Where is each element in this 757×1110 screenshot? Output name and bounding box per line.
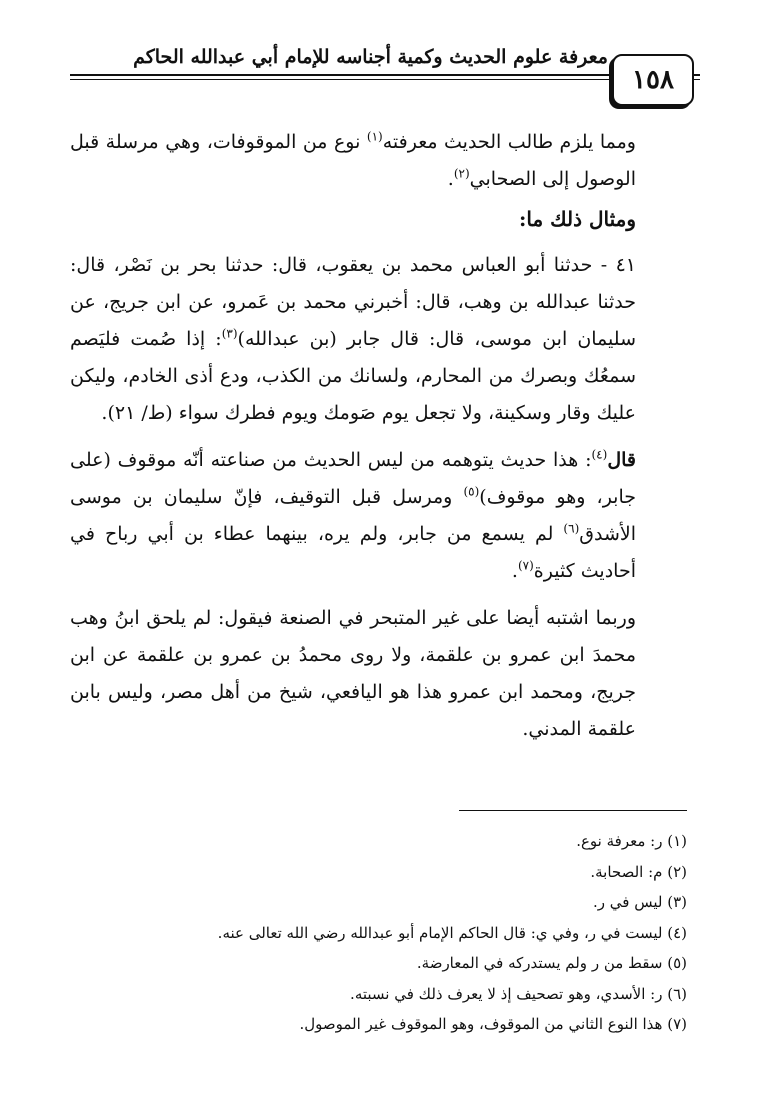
footnote-3: (٣) ليس في ر. (593, 893, 687, 911)
paragraph-hadith-41: ٤١ - حدثنا أبو العباس محمد بن يعقوب، قال: حدثنا بحر بن نَصْر، قال: حدثنا عبدالله بن وهب، قال: أخبرني محمد بن عَمرو، عن ابن جريج، عن سليمان ابن موسى، قال: قال جابر (بن عبدالله)$^{(٣)}$: إذا صُمت فليَصم سمعُك وبصرك من المحارم، ولسانك من الكذب، ودع أذى الخادم، وليكن عليك وقار وسكينة، ولا تجعل يوم صَومك ويوم فطرك سواء (ط/ ٢١). (70, 254, 636, 424)
page-number: ١٥٨ (612, 54, 694, 106)
footnote-ref-2: (٢) (453, 166, 470, 181)
footnote-ref-7: (٧) (517, 558, 534, 573)
footnote-ref-4: (٤) (591, 447, 608, 462)
header-rule-thin (70, 79, 700, 80)
footnote-6: (٦) ر: الأسدي، وهو تصحيف إذ لا يعرف ذلك في نسبته. (350, 984, 687, 1003)
footnote-ref-6: (٦) (563, 521, 580, 536)
running-header (70, 40, 700, 110)
footnote-5: (٥) سقط من ر ولم يستدركه في المعارضة. (416, 954, 687, 972)
header-rule (70, 74, 700, 76)
footnote-4: (٤) ليست في ر، وفي ي: قال الحاكم الإمام أبو عبدالله رضي الله تعالى عنه. (217, 923, 687, 942)
footnote-2: (٢) م: الصحابة. (590, 862, 687, 881)
footnote-separator (459, 810, 687, 811)
footnote-7: (٧) هذا النوع الثاني من الموقوف، وهو الموقوف غير الموصول. (299, 1015, 687, 1033)
footnote-ref-5: (٥) (463, 484, 480, 499)
main-text (70, 124, 636, 748)
footnote-1: (١) ر: معرفة نوع. (576, 832, 687, 850)
running-title: معرفة علوم الحديث وكمية أجناسه للإمام أبي عبدالله الحاكم (133, 46, 608, 68)
footnote-ref-1: (١) (366, 129, 383, 144)
paragraph-1: ومما يلزم طالب الحديث معرفته$^{(١)}$ نوع من الموقوفات، وهي مرسلة قبل الوصول إلى الصحابي$^{(٢)}$. (70, 129, 636, 190)
paragraph-commentary: قال$^{(٤)}$: هذا حديث يتوهمه من ليس الحديث من صناعته أنّه موقوف (على جابر، وهو موقوف)$^{(٥)}$ ومرسل قبل التوقيف، فإنّ سليمان بن موسى الأشدق$^{(٦)}$ لم يسمع من جابر، ولم يره، بينهما عطاء بن أبي رباح في أحاديث كثيرة$^{(٧)}$. (70, 447, 636, 582)
paragraph-4: وربما اشتبه أيضا على غير المتبحر في الصنعة فيقول: لم يلحق ابنُ وهب محمدَ ابن عمرو بن علقمة، ولا روى محمدُ بن عمرو بن علقمة عن ابن جريج، ومحمد ابن عمرو هذا هو اليافعي، شيخ من أهل مصر، وليس بابن علقمة المدني. (70, 607, 636, 740)
subheading: ومثال ذلك ما: (518, 207, 636, 231)
footnotes (121, 826, 687, 1040)
footnote-ref-3: (٣) (221, 326, 238, 341)
qala-label: قال (607, 449, 636, 471)
